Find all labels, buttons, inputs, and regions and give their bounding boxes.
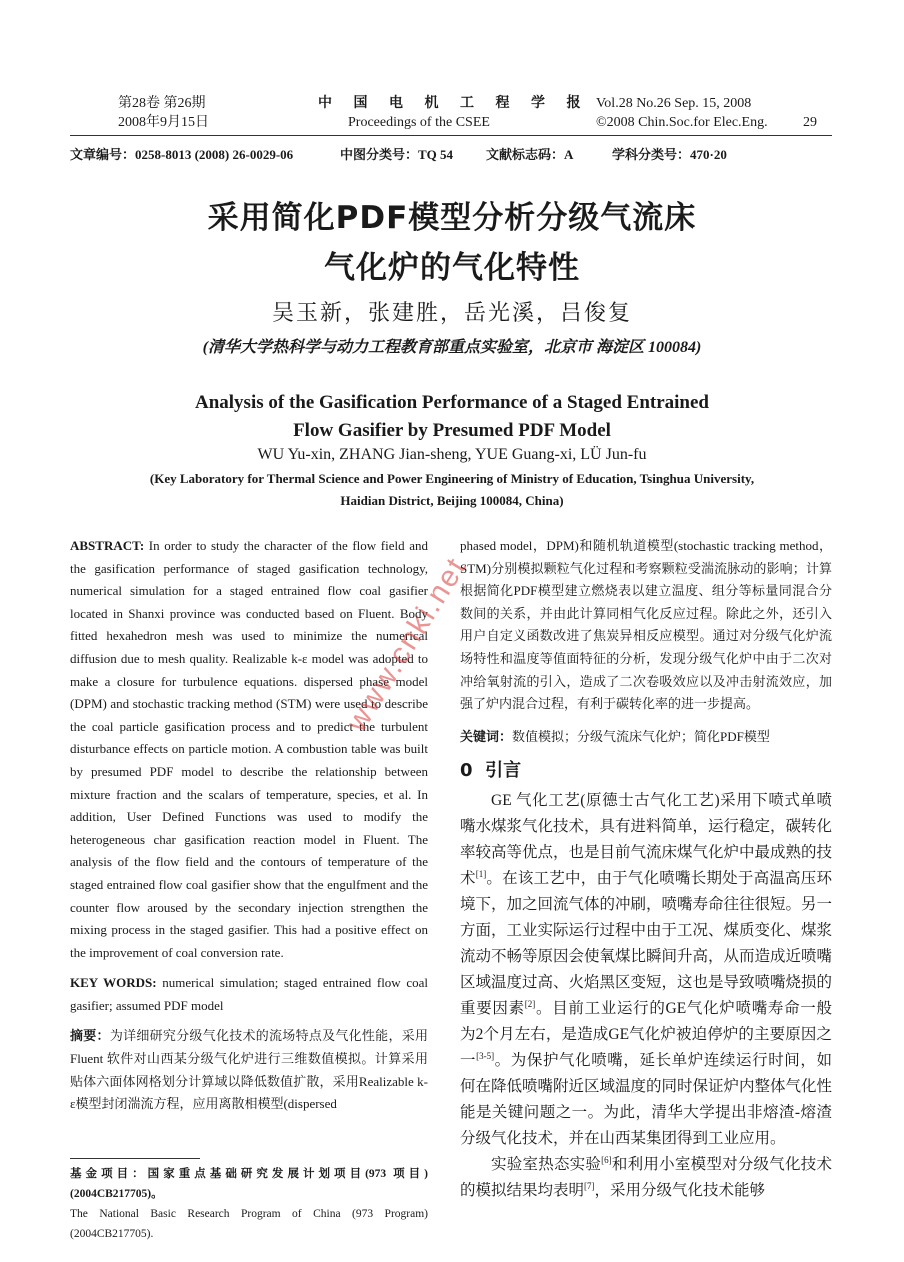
keywords-cn bbox=[460, 726, 832, 748]
affiliation-en bbox=[120, 468, 784, 512]
abstract-en bbox=[70, 535, 428, 964]
section-heading-intro bbox=[460, 756, 832, 782]
authors-en: WU Yu-xin, ZHANG Jian-sheng, YUE Guang-xi, LÜ Jun-fu bbox=[257, 446, 647, 463]
keywords-en-text: numerical simulation; staged entrained flow coal gasifier; assumed PDF model bbox=[70, 975, 429, 1013]
section-number: 0 bbox=[460, 759, 473, 781]
journal-name-en: Proceedings of the CSEE bbox=[348, 115, 490, 130]
affiliation-en-line2: Haidian District, Beijing 100084, China) bbox=[340, 493, 564, 508]
footnote bbox=[70, 1164, 428, 1244]
affiliation-en-line1: (Key Laboratory for Thermal Science and Power Engineering of Ministry of Education, Tsinghua University, bbox=[149, 471, 755, 486]
affiliation-cn: (清华大学热科学与动力工程教育部重点实验室，北京市 海淀区 100084) bbox=[202, 339, 702, 356]
intro-paragraph-2 bbox=[460, 1152, 832, 1204]
volume-issue-cn: 第28卷 第26期 bbox=[118, 96, 206, 111]
abstract-cn-label: 摘要： bbox=[70, 1028, 110, 1044]
subject-code: 学科分类号：470·20 bbox=[612, 147, 727, 162]
intro-p1-part-b: 。在该工艺中，由于气化喷嘴长期处于高温高压环境下，加之回流气体的冲刷，喷嘴寿命往往很短。另一方面，工业实际运行过程中由于工况、煤质变化、煤浆流动不畅等原因会使氧煤比瞬间升高，从而造成近喷嘴区域温度过高、火焰黑区变短，这也是导致喷嘴烧损的重要因素 bbox=[460, 869, 833, 1017]
intro-p2-part-a: 实验室热态实验 bbox=[491, 1155, 602, 1173]
volume-issue-en: Vol.28 No.26 Sep. 15, 2008 bbox=[596, 96, 752, 111]
left-column bbox=[70, 535, 428, 1116]
footnote-cn: 基金项目：国家重点基础研究发展计划项目(973 项目)(2004CB217705)。 bbox=[70, 1168, 428, 1200]
header-rule bbox=[70, 135, 832, 136]
title-en-line2: Flow Gasifier by Presumed PDF Model bbox=[293, 420, 611, 441]
title-cn-line1: 采用简化PDF模型分析分级气流床 bbox=[207, 200, 697, 236]
intro-p1-part-d: 。为保护气化喷嘴，延长单炉连续运行时间，如何在降低喷嘴附近区域温度的同时保证炉内整体气化性能是关键问题之一。为此，清华大学提出非熔渣-熔渣分级气化技术，并在山西某集团得到工业应用。 bbox=[460, 1051, 833, 1147]
abstract-cn-continued: phased model，DPM)和随机轨道模型(stochastic tracking method，STM)分别模拟颗粒气化过程和考察颗粒受湍流脉动的影响；计算根据简化PDF模型建立燃烧表以建立温度、组分等标量同混合分数间的关系，并由此计算同相气化反应过程。除此之外，还引入用户自定义函数改进了焦炭异相反应模型。通过对分级气化炉流场特性和温度等值面特征的分析，发现分级气化炉中由于二次对冲给氧射流的引入，造成了二次卷吸效应以及冲击射流效应，加强了炉内混合过程，有利于碳转化率的进一步提高。 bbox=[460, 538, 832, 712]
citation-1: [1] bbox=[475, 868, 487, 879]
intro-p1-part-c: 。目前工业运行的GE气化炉喷嘴寿命一般为2个月左右，是造成GE气化炉被迫停炉的主要原因之一 bbox=[460, 999, 832, 1069]
citation-6: [6] bbox=[601, 1154, 612, 1165]
citation-7: [7] bbox=[584, 1180, 595, 1191]
abstract-en-text: In order to study the character of the flow field and the gasification performance of staged gasification technology, numerical simulation for a staged entrained flow coal gasifier located in Shanxi province was conducted based on Fluent. Body fitted hexahedron mesh was used to minimize the numerical diffusion due to mesh quality. Realizable k-ε model was adopted to make a closure for turbulence equations. dispersed phase model (DPM) and stochastic tracking method (STM) were used to describe the coal particle gasification process and to predict the turbulent disturbance effects on particle motion. A combustion table was built by presumed PDF model to describe the relationship between mixture fraction and the scalars of temperature, species, et al. In addition, User Defined Functions was used to modify the heterogeneous char gasification reaction model in Fluent. The analysis of the flow field and the contours of temperature of the staged entrained flow coal gasifier show that the engulfment and the counter flow aroused by the secondary injection strengthen the mixing process in the staged gasifier. This had a positive effect on the improvement of coal conversion rate. bbox=[70, 538, 428, 960]
intro-paragraph-1 bbox=[460, 788, 832, 1152]
intro-p2-part-b: 和利用小室模型对分级气化技术的模拟结果均表明 bbox=[460, 1155, 832, 1199]
keywords-cn-label: 关键词： bbox=[460, 728, 513, 744]
footnote-rule bbox=[70, 1158, 200, 1159]
abstract-en-label: ABSTRACT: bbox=[70, 538, 145, 553]
keywords-en bbox=[70, 972, 428, 1017]
copyright: ©2008 Chin.Soc.for Elec.Eng. bbox=[596, 115, 768, 130]
abstract-cn-start bbox=[70, 1025, 428, 1115]
keywords-cn-text: 数值模拟；分级气流床气化炉；简化PDF模型 bbox=[512, 728, 770, 744]
section-title: 引言 bbox=[485, 759, 522, 781]
watermark: www.cnki.net bbox=[340, 551, 474, 738]
article-number: 文章编号：0258-8013 (2008) 26-0029-06 bbox=[70, 147, 294, 162]
document-code: 文献标志码：A bbox=[486, 147, 574, 162]
right-column bbox=[460, 535, 832, 1204]
journal-name-cn: 中 国 电 机 工 程 学 报 bbox=[318, 96, 590, 111]
clc-number: 中图分类号：TQ 54 bbox=[340, 147, 454, 162]
title-cn-line2: 气化炉的气化特性 bbox=[324, 250, 580, 286]
keywords-en-label: KEY WORDS: bbox=[70, 975, 157, 991]
citation-3-5: [3-5] bbox=[476, 1050, 495, 1061]
title-en-line1: Analysis of the Gasification Performance of a Staged Entrained bbox=[194, 392, 709, 413]
issue-date-cn: 2008年9月15日 bbox=[118, 115, 209, 130]
citation-2: [2] bbox=[524, 998, 536, 1009]
authors-cn: 吴玉新，张建胜，岳光溪，吕俊复 bbox=[271, 300, 632, 325]
intro-p2-part-c: ，采用分级气化技术能够 bbox=[594, 1181, 766, 1199]
intro-p1-part-a: GE 气化工艺(原德士古气化工艺)采用下喷式单喷嘴水煤浆气化技术，具有进料简单，运行稳定，碳转化率较高等优点，也是目前气流床煤气化炉中最成熟的技术 bbox=[460, 791, 833, 887]
footnote-en: The National Basic Research Program of China (973 Program) (2004CB217705). bbox=[70, 1208, 428, 1240]
abstract-cn-left-text: 为详细研究分级气化技术的流场特点及气化性能，采用 Fluent 软件对山西某分级气化炉进行三维数值模拟。计算采用贴体六面体网格划分计算域以降低数值扩散，采用Realizable k-ε模型封闭湍流方程，应用离散相模型(dispersed bbox=[70, 1028, 428, 1112]
page-number: 29 bbox=[803, 115, 817, 130]
